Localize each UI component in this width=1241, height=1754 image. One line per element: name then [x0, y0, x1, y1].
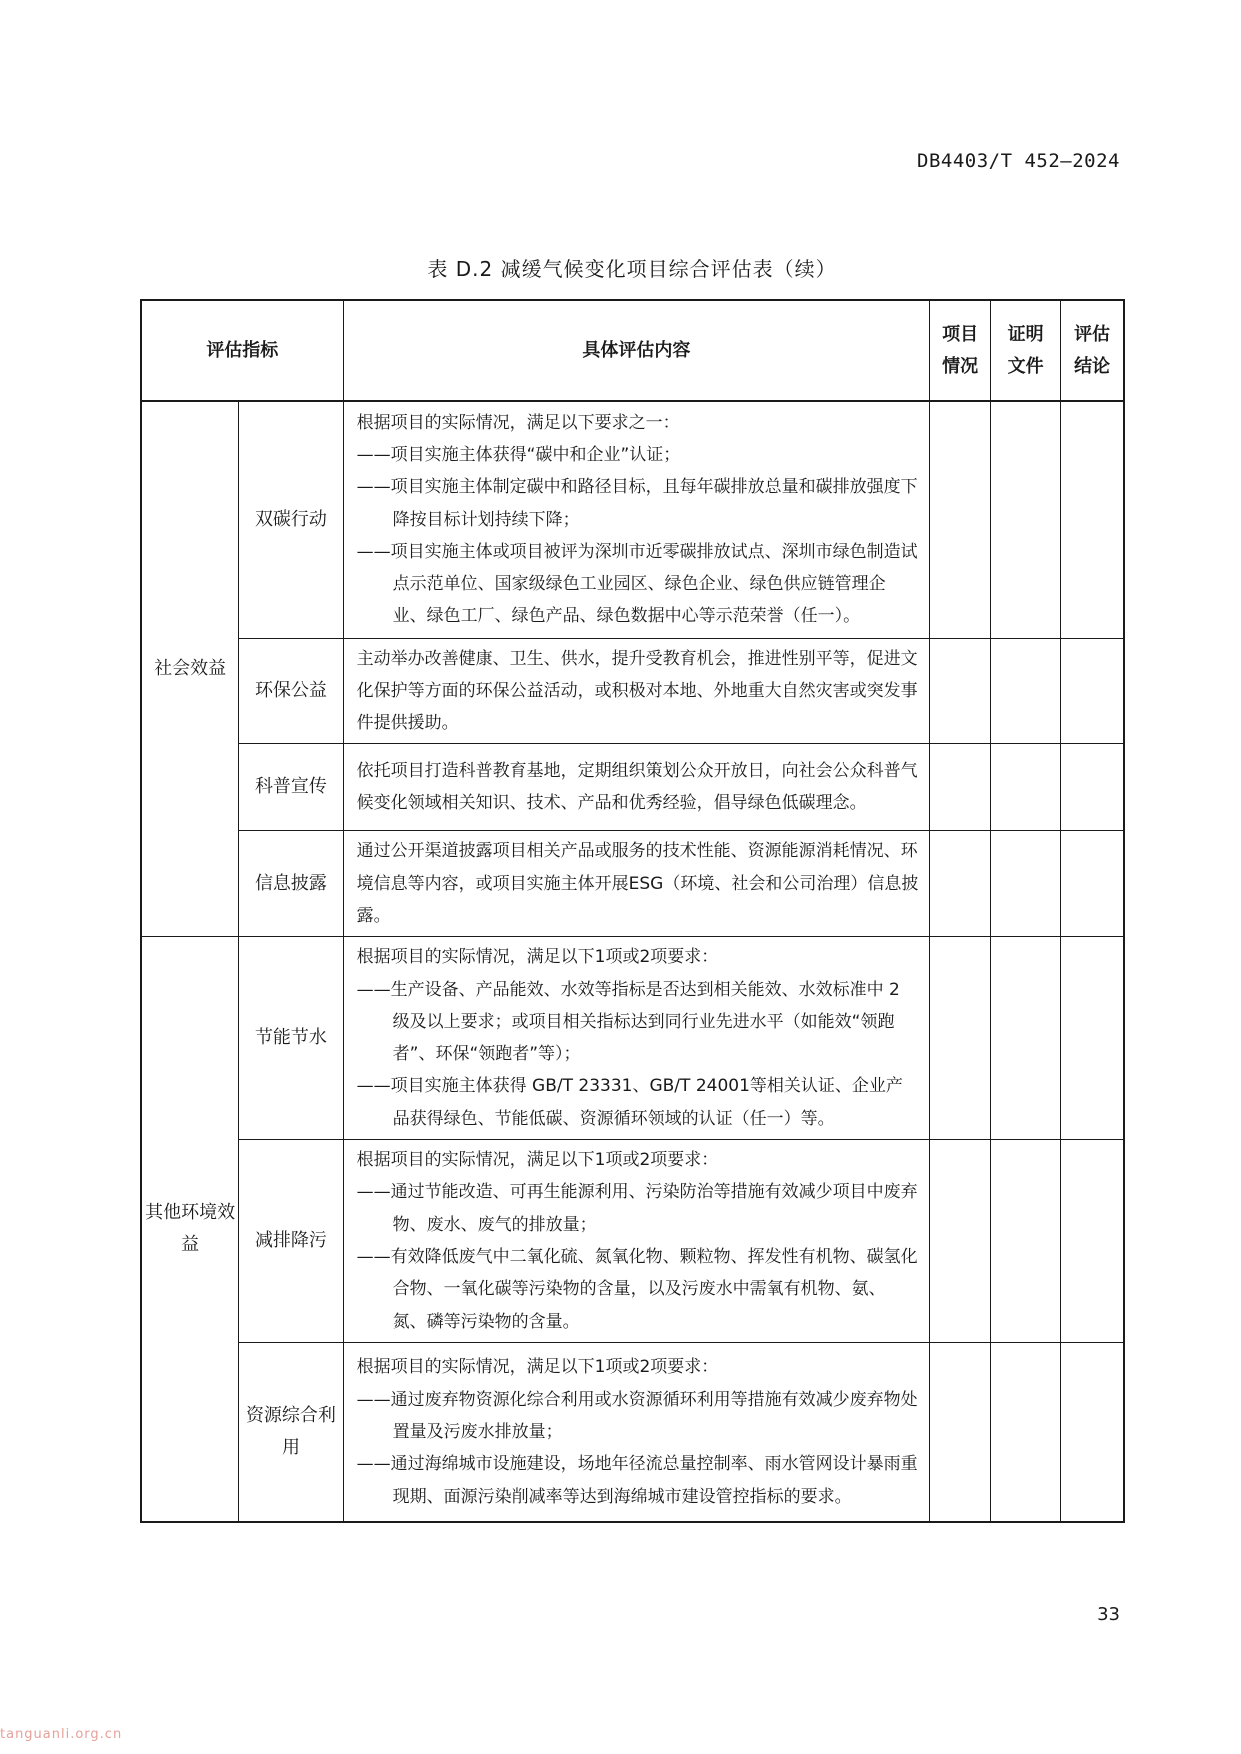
header-evidence-label: 证明文件	[1007, 323, 1044, 377]
content-intro: 根据项目的实际情况，满足以下1项或2项要求：	[356, 1150, 719, 1171]
content-cell	[343, 1140, 929, 1343]
status-cell[interactable]	[930, 1342, 991, 1522]
conclusion-cell[interactable]	[1061, 937, 1124, 1140]
table-row	[141, 831, 1124, 937]
category-cell: 其他环境效益	[141, 937, 239, 1523]
content-cell	[343, 1342, 929, 1522]
status-cell[interactable]	[930, 638, 991, 744]
content-cell	[343, 937, 929, 1140]
subcategory-cell: 信息披露	[239, 831, 343, 937]
conclusion-cell[interactable]	[1061, 831, 1124, 937]
content-intro: 主动举办改善健康、卫生、供水，提升受教育机会，推进性别平等，促进文化保护等方面的环保公益活动，或积极对本地、外地重大自然灾害或突发事件提供援助。	[356, 648, 918, 734]
content-intro: 根据项目的实际情况，满足以下1项或2项要求：	[356, 947, 719, 968]
content-cell	[343, 401, 929, 638]
subcategory-cell: 科普宣传	[239, 744, 343, 831]
watermark: tanguanli.org.cn	[0, 1727, 123, 1742]
status-cell[interactable]	[930, 937, 991, 1140]
content-item: ——项目实施主体制定碳中和路径目标，且每年碳排放总量和碳排放强度下降按目标计划持续下降；	[356, 477, 918, 530]
content-item: ——有效降低废气中二氧化硫、氮氧化物、颗粒物、挥发性有机物、碳氢化合物、一氧化碳等污染物的含量，以及污废水中需氧有机物、氨、氮、磷等污染物的含量。	[356, 1246, 918, 1332]
status-cell[interactable]	[930, 1140, 991, 1343]
evidence-cell[interactable]	[991, 1342, 1061, 1522]
subcategory-cell: 节能节水	[239, 937, 343, 1140]
status-cell[interactable]	[930, 401, 991, 638]
content-item: ——通过海绵城市设施建设，场地年径流总量控制率、雨水管网设计暴雨重现期、面源污染削减率等达到海绵城市建设管控指标的要求。	[356, 1454, 918, 1507]
conclusion-cell[interactable]	[1061, 744, 1124, 831]
evidence-cell[interactable]	[991, 937, 1061, 1140]
header-conclusion-label: 评估结论	[1074, 323, 1111, 377]
document-code: DB4403/T 452—2024	[917, 150, 1120, 172]
header-status	[930, 300, 991, 401]
table-row	[141, 744, 1124, 831]
conclusion-cell[interactable]	[1061, 1342, 1124, 1522]
header-indicator: 评估指标	[141, 300, 343, 401]
header-status-label: 项目情况	[942, 323, 979, 377]
subcategory-cell: 减排降污	[239, 1140, 343, 1343]
content-intro: 根据项目的实际情况，满足以下要求之一：	[356, 412, 680, 433]
content-item: ——生产设备、产品能效、水效等指标是否达到相关能效、水效标准中 2 级及以上要求；或项目相关指标达到同行业先进水平（如能效“领跑者”、环保“领跑者”等）；	[356, 979, 900, 1065]
status-cell[interactable]	[930, 831, 991, 937]
table-row	[141, 937, 1124, 1140]
header-content: 具体评估内容	[343, 300, 929, 401]
content-cell	[343, 831, 929, 937]
evidence-cell[interactable]	[991, 401, 1061, 638]
content-intro: 依托项目打造科普教育基地，定期组织策划公众开放日，向社会公众科普气候变化领域相关知识、技术、产品和优秀经验，倡导绿色低碳理念。	[356, 761, 918, 814]
content-cell	[343, 638, 929, 744]
subcategory-cell: 资源综合利用	[239, 1342, 343, 1522]
evidence-cell[interactable]	[991, 1140, 1061, 1343]
conclusion-cell[interactable]	[1061, 1140, 1124, 1343]
conclusion-cell[interactable]	[1061, 401, 1124, 638]
content-intro: 通过公开渠道披露项目相关产品或服务的技术性能、资源能源消耗情况、环境信息等内容，或项目实施主体开展ESG（环境、社会和公司治理）信息披露。	[356, 841, 919, 926]
table-row	[141, 1342, 1124, 1522]
table-title: 表 D.2 减缓气候变化项目综合评估表（续）	[427, 257, 837, 281]
content-item: ——通过节能改造、可再生能源利用、污染防治等措施有效减少项目中废弃物、废水、废气的排放量；	[356, 1182, 918, 1235]
page-number: 33	[1097, 1604, 1120, 1625]
content-item: ——项目实施主体获得 GB/T 23331、GB/T 24001等相关认证、企业产品获得绿色、节能低碳、资源循环领域的认证（任一）等。	[356, 1076, 903, 1129]
table-row	[141, 1140, 1124, 1343]
evidence-cell[interactable]	[991, 831, 1061, 937]
category-cell: 社会效益	[141, 401, 239, 937]
header-conclusion	[1061, 300, 1124, 401]
content-item: ——项目实施主体或项目被评为深圳市近零碳排放试点、深圳市绿色制造试点示范单位、国家级绿色工业园区、绿色企业、绿色供应链管理企业、绿色工厂、绿色产品、绿色数据中心等示范荣誉（任一）。	[356, 541, 918, 627]
table-row	[141, 638, 1124, 744]
content-cell	[343, 744, 929, 831]
evidence-cell[interactable]	[991, 638, 1061, 744]
status-cell[interactable]	[930, 744, 991, 831]
table-row	[141, 401, 1124, 638]
content-intro: 根据项目的实际情况，满足以下1项或2项要求：	[356, 1357, 719, 1378]
table-header-row	[141, 300, 1124, 401]
subcategory-cell: 环保公益	[239, 638, 343, 744]
content-item: ——项目实施主体获得“碳中和企业”认证；	[356, 445, 681, 465]
evidence-cell[interactable]	[991, 744, 1061, 831]
content-item: ——通过废弃物资源化综合利用或水资源循环利用等措施有效减少废弃物处置量及污废水排放量；	[356, 1389, 918, 1442]
header-evidence	[991, 300, 1061, 401]
conclusion-cell[interactable]	[1061, 638, 1124, 744]
subcategory-cell: 双碳行动	[239, 401, 343, 638]
evaluation-table	[140, 299, 1125, 1523]
